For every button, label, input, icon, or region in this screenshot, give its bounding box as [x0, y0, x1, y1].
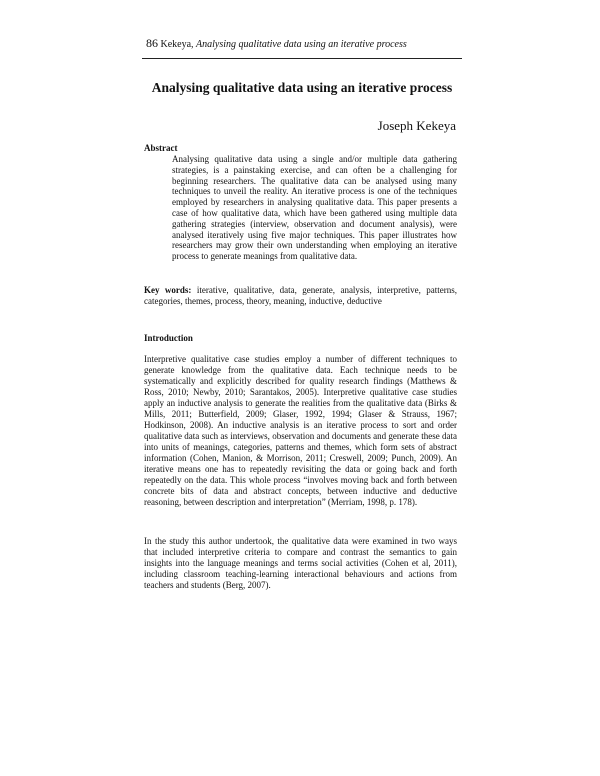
running-head-author: Kekeya, — [160, 39, 194, 50]
abstract-heading: Abstract — [144, 143, 178, 153]
body-paragraph: In the study this author undertook, the qualitative data were examined in two ways that included interpretive criteria to compare and contrast the semantics to gain insights into the language meanings and terms social activities (Cohen et al, 2011), including classroom teaching-learning interactional behaviours and actions from teachers and students (Berg, 2007). — [144, 536, 457, 590]
running-head — [146, 37, 407, 51]
header-divider — [142, 58, 462, 59]
article-author: Joseph Kekeya — [377, 118, 456, 133]
keywords-label: Key words: — [144, 285, 192, 295]
abstract-text: Analysing qualitative data using a single and/or multiple data gathering strategies, is a painstaking exercise, and can often be a challenging for beginning researchers. The qualitative data can be analysed using many techniques to unveil the reality. An iterative process is one of the techniques employed by researchers in analysing qualitative data. This paper presents a case of how qualitative data, which have been gathered using multiple data gathering strategies (interview, observation and document analysis), were analysed iteratively using five major techniques. This paper illustrates how researchers may grow their own understanding when employing an iterative process to generate meanings from qualitative data. — [172, 154, 457, 262]
section-heading-introduction: Introduction — [144, 333, 193, 343]
body-paragraph: Interpretive qualitative case studies employ a number of different techniques to generate knowledge from the qualitative data. Each technique needs to be systematically and explicitly described for quality research findings (Matthews & Ross, 2010; Newby, 2010; Sarantakos, 2005). Interpretive qualitative case studies apply an inductive analysis to generate the realities from the qualitative data (Birks & Mills, 2011; Butterfield, 2009; Glaser, 1992, 1994; Glaser & Strauss, 1967; Hodkinson, 2008). An inductive analysis is an iterative process to sort and order qualitative data such as interviews, observation and documents and generate these data into units of meanings, categories, patterns and themes, which form sets of abstract information (Cohen, Manion, & Morrison, 2011; Creswell, 2009; Punch, 2009). An iterative means one has to repeatedly revisiting the data or going back and forth repeatedly on the data. This whole process “involves moving back and forth between concrete bits of data and abstract concepts, between inductive and deductive reasoning, between description and interpretation” (Merriam, 1998, p. 178). — [144, 354, 457, 507]
running-head-title: Analysing qualitative data using an iterative process — [196, 39, 407, 50]
keywords-text: iterative, qualitative, data, generate, analysis, interpretive, patterns, categories, themes, process, theory, meaning, inductive, deductive — [144, 285, 457, 306]
article-title: Analysing qualitative data using an iterative process — [151, 80, 453, 95]
page-number: 86 — [146, 36, 158, 50]
keywords — [144, 285, 457, 307]
